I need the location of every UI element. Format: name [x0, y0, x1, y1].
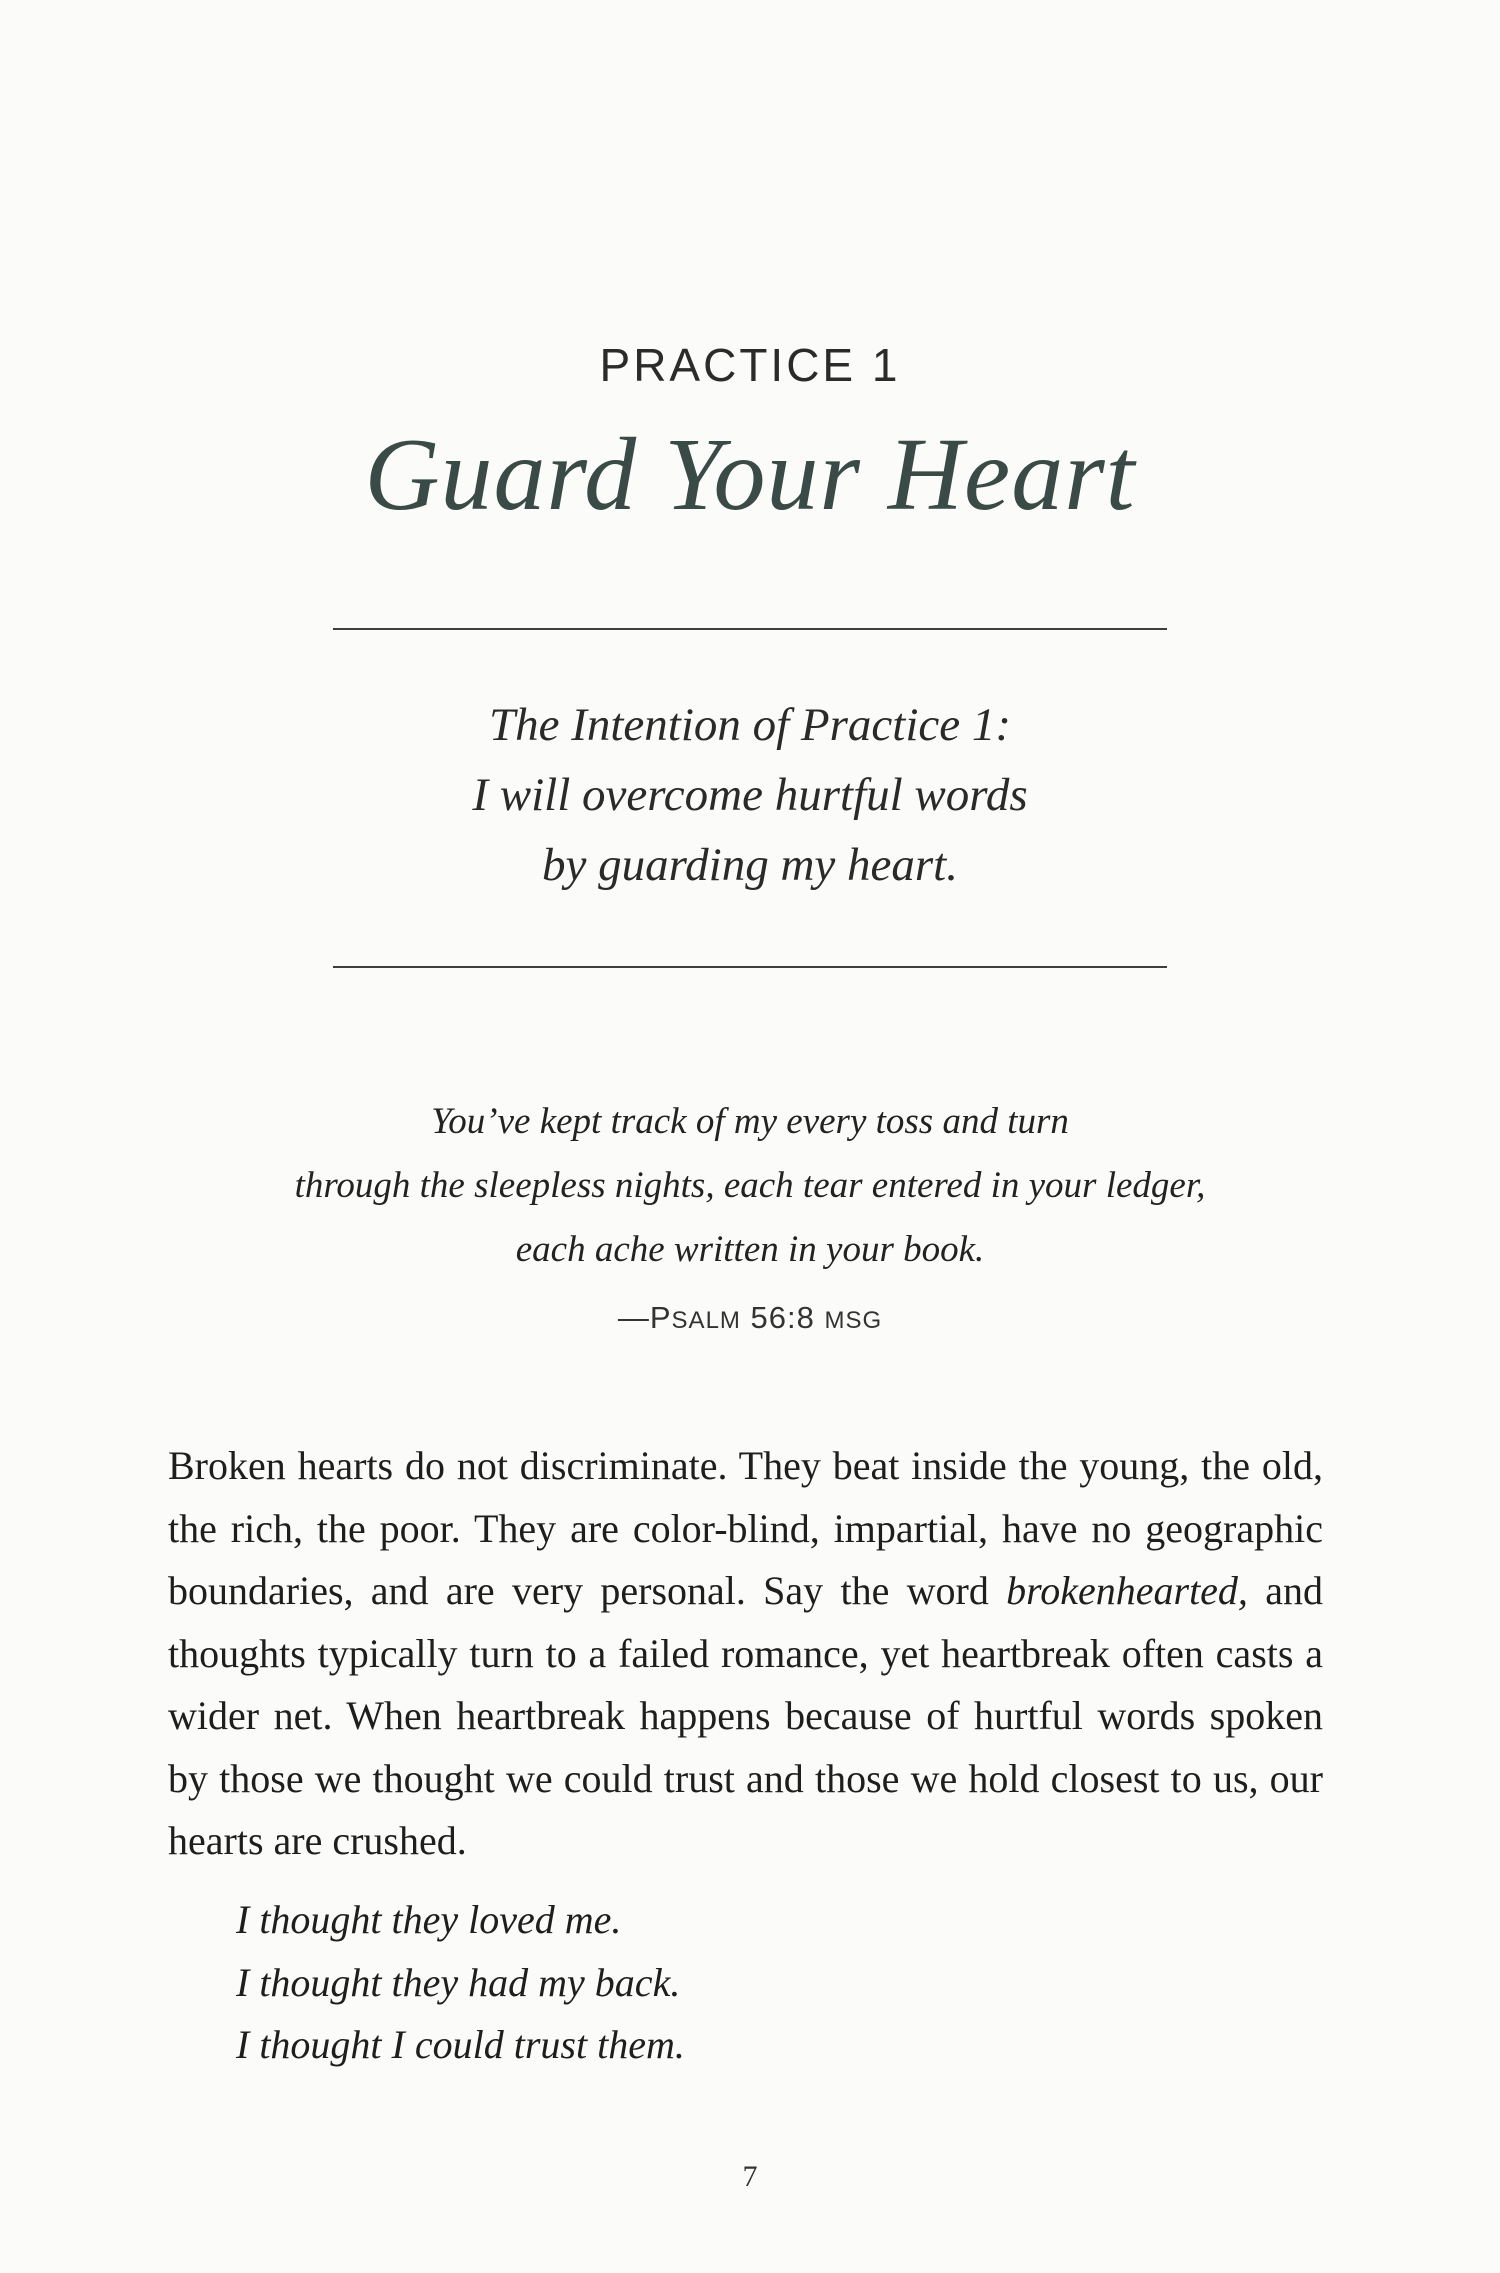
- thought-line: I thought they loved me.: [236, 1897, 622, 1942]
- thought-line: I thought I could trust them.: [236, 2022, 685, 2067]
- intention-block: [0, 690, 1500, 900]
- citation-prefix: —P: [617, 1300, 672, 1335]
- citation-version: MSG: [824, 1307, 883, 1334]
- body-text-italic: brokenhearted,: [1006, 1568, 1248, 1613]
- chapter-title: Guard Your Heart: [364, 417, 1136, 532]
- bottom-divider: [333, 966, 1167, 968]
- practice-label: PRACTICE 1: [599, 339, 901, 391]
- thoughts-list: [236, 1889, 685, 2077]
- epigraph-line: each ache written in your book.: [515, 1229, 985, 1270]
- intention-line: by guarding my heart.: [542, 839, 958, 891]
- top-divider: [333, 628, 1167, 630]
- citation-ref: 56:8: [740, 1300, 825, 1335]
- epigraph: [0, 1090, 1500, 1282]
- intention-line: I will overcome hurtful words: [472, 769, 1028, 821]
- citation-book: SALM: [671, 1307, 741, 1334]
- body-paragraph: [168, 1435, 1323, 1873]
- epigraph-line: You’ve kept track of my every toss and turn: [431, 1101, 1069, 1142]
- page-number: 7: [742, 2160, 758, 2193]
- body-text-part1: Broken hearts do not discriminate. They beat inside the young, the old, the rich, the poor. They are color-blind, impartial, have no geographic boundaries, and are very personal. Say the word: [168, 1443, 1323, 1613]
- epigraph-line: through the sleepless nights, each tear entered in your ledger,: [294, 1165, 1206, 1206]
- body-text-part2: and thoughts typically turn to a failed romance, yet heartbreak often casts a wider net. When heartbreak happens because of hurtful words spoken by those we thought we could trust and those we hold closest to us, our hearts are crushed.: [168, 1568, 1323, 1863]
- intention-line: The Intention of Practice 1:: [488, 699, 1012, 751]
- epigraph-citation: [0, 1300, 1500, 1336]
- thought-line: I thought they had my back.: [236, 1959, 681, 2005]
